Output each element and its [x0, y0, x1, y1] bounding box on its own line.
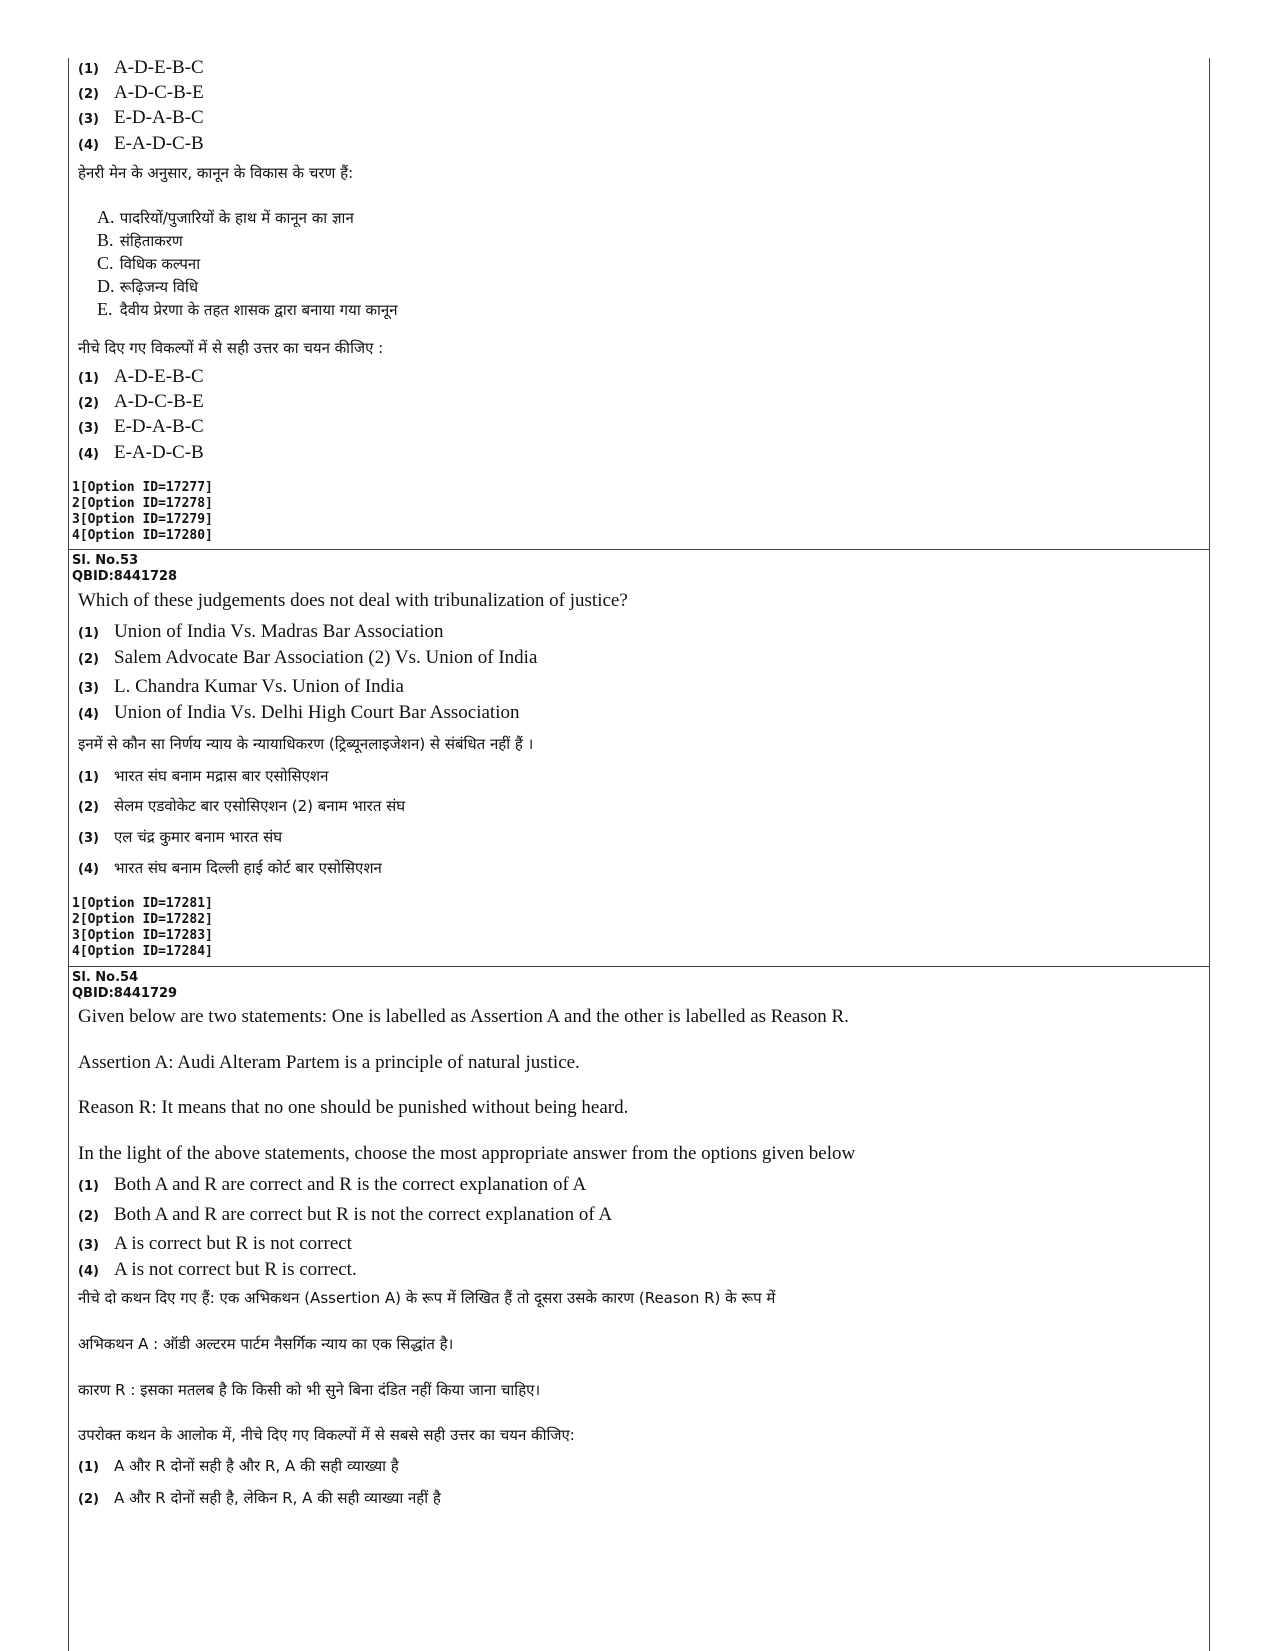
q52-choose-hi: नीचे दिए गए विकल्पों में से सही उत्तर का चयन कीजिए : [78, 339, 384, 357]
q54-option-en-2: (2) Both A and R are correct but R is not the correct explanation of A [78, 1204, 613, 1225]
q53-option-en-1: (1) Union of India Vs. Madras Bar Association [78, 621, 444, 642]
q53-qbid: QBID:8441728 [72, 569, 178, 584]
q54-choose-hi: उपरोक्त कथन के आलोक में, नीचे दिए गए विकल्पों में से सबसे सही उत्तर का चयन कीजिए: [78, 1426, 575, 1444]
q52-item-e: E. दैवीय प्रेरणा के तहत शासक द्वारा बनाया गया कानून [97, 299, 398, 319]
divider [68, 966, 1210, 967]
q54-reason-hi: कारण R : इसका मतलब है कि किसी को भी सुने बिना दंडित नहीं किया जाना चाहिए। [78, 1381, 541, 1399]
q54-intro-hi: नीचे दो कथन दिए गए हैं: एक अभिकथन (Assertion A) के रूप में लिखित हैं तो दूसरा उसके कारण (Reason R) के रूप में [78, 1289, 776, 1307]
q54-reason-en: Reason R: It means that no one should be punished without being heard. [78, 1097, 629, 1118]
q52-option-en-3: (3) E-D-A-B-C [78, 107, 204, 128]
q53-option-en-4: (4) Union of India Vs. Delhi High Court Bar Association [78, 702, 520, 723]
q54-qbid: QBID:8441729 [72, 986, 178, 1001]
q52-item-b: B. संहिताकरण [97, 230, 183, 250]
q52-item-d: D. रूढ़िजन्य विधि [97, 276, 199, 296]
q52-option-hi-4: (4) E-A-D-C-B [78, 442, 204, 463]
q52-option-en-2: (2) A-D-C-B-E [78, 82, 204, 103]
option-id: 3[Option ID=17279] [72, 512, 213, 527]
q54-header [72, 970, 177, 1002]
q53-question-en: Which of these judgements does not deal with tribunalization of justice? [78, 590, 628, 611]
q52-question-hi: हेनरी मेन के अनुसार, कानून के विकास के चरण हैं: [78, 164, 354, 182]
q54-option-hi-1: (1) A और R दोनों सही है और R, A की सही व्याख्या है [78, 1457, 399, 1475]
q52-option-hi-3: (3) E-D-A-B-C [78, 416, 204, 437]
q54-assertion-hi: अभिकथन A : ऑडी अल्टरम पार्टम नैसर्गिक न्याय का एक सिद्धांत है। [78, 1335, 454, 1353]
q54-option-en-4: (4) A is not correct but R is correct. [78, 1259, 357, 1280]
option-id: 1[Option ID=17277] [72, 480, 213, 495]
q54-option-en-3: (3) A is correct but R is not correct [78, 1233, 352, 1254]
q54-intro-en: Given below are two statements: One is labelled as Assertion A and the other is labelled as Reason R. [78, 1006, 849, 1027]
page-border-left [68, 58, 69, 1651]
q52-option-ids [72, 480, 213, 544]
q53-option-ids [72, 896, 213, 960]
q52-option-en-1: (1) A-D-E-B-C [78, 57, 204, 78]
q54-sl-no: Sl. No.54 [72, 970, 139, 985]
q53-sl-no: Sl. No.53 [72, 553, 139, 568]
option-id: 2[Option ID=17278] [72, 496, 213, 511]
q53-header [72, 553, 177, 585]
q53-option-hi-1: (1) भारत संघ बनाम मद्रास बार एसोसिएशन [78, 767, 329, 785]
q53-option-en-3: (3) L. Chandra Kumar Vs. Union of India [78, 676, 404, 697]
q52-item-c: C. विधिक कल्पना [97, 253, 201, 273]
q54-assertion-en: Assertion A: Audi Alteram Partem is a principle of natural justice. [78, 1052, 580, 1073]
option-id: 4[Option ID=17284] [72, 944, 213, 959]
divider [68, 549, 1210, 550]
q53-option-hi-2: (2) सेलम एडवोकेट बार एसोसिएशन (2) बनाम भारत संघ [78, 797, 406, 815]
q52-item-a: A. पादरियों/पुजारियों के हाथ में कानून का ज्ञान [97, 207, 354, 227]
page-border-right [1209, 58, 1210, 1651]
q54-option-en-1: (1) Both A and R are correct and R is the correct explanation of A [78, 1174, 587, 1195]
q54-choose-en: In the light of the above statements, choose the most appropriate answer from the options given below [78, 1143, 856, 1164]
q53-question-hi: इनमें से कौन सा निर्णय न्याय के न्यायाधिकरण (ट्रिब्यूनलाइजेशन) से संबंधित नहीं हैं । [78, 735, 534, 753]
q53-option-hi-4: (4) भारत संघ बनाम दिल्ली हाई कोर्ट बार एसोसिएशन [78, 859, 382, 877]
q54-option-hi-2: (2) A और R दोनों सही है, लेकिन R, A की सही व्याख्या नहीं है [78, 1489, 441, 1507]
q53-option-hi-3: (3) एल चंद्र कुमार बनाम भारत संघ [78, 828, 283, 846]
option-id: 1[Option ID=17281] [72, 896, 213, 911]
q53-option-en-2: (2) Salem Advocate Bar Association (2) Vs. Union of India [78, 647, 538, 668]
option-id: 2[Option ID=17282] [72, 912, 213, 927]
q52-option-en-4: (4) E-A-D-C-B [78, 133, 204, 154]
option-id: 3[Option ID=17283] [72, 928, 213, 943]
q52-items-list [97, 206, 398, 321]
option-id: 4[Option ID=17280] [72, 528, 213, 543]
q52-option-hi-1: (1) A-D-E-B-C [78, 366, 204, 387]
q52-option-hi-2: (2) A-D-C-B-E [78, 391, 204, 412]
